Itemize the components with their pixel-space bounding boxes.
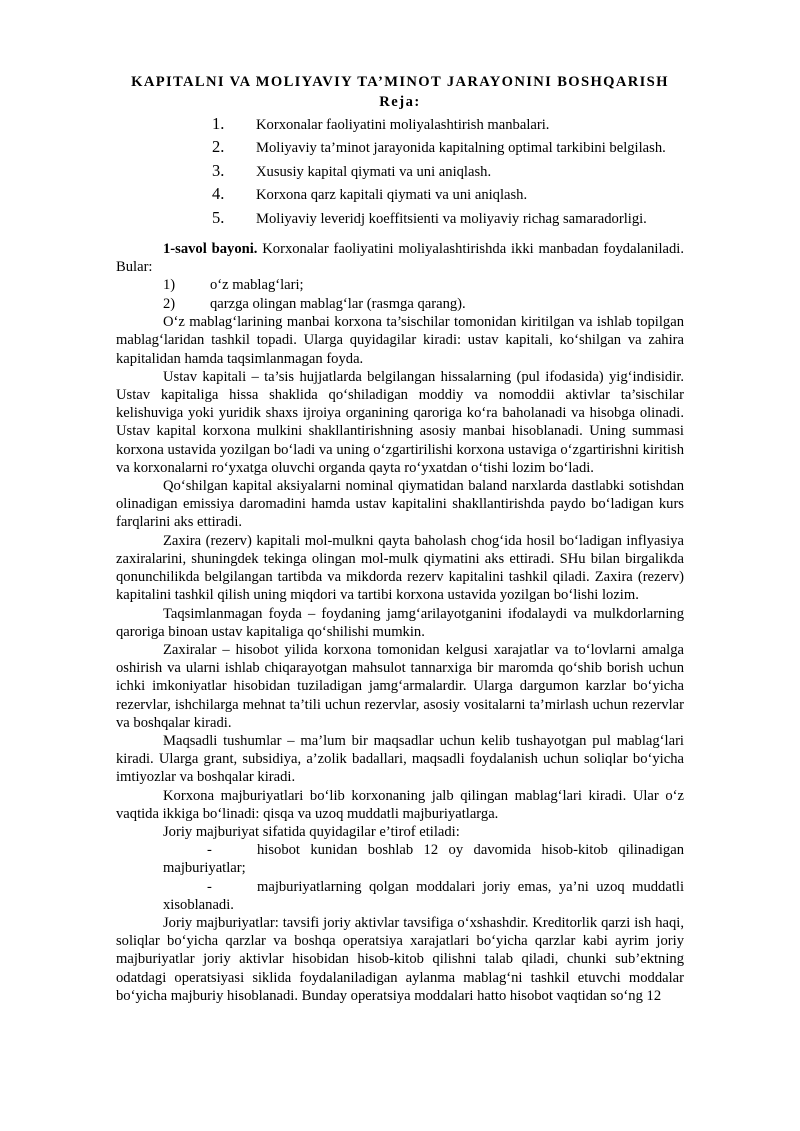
- plan-item-text: Xususiy kapital qiymati va uni aniqlash.: [256, 163, 492, 180]
- source-item: [116, 276, 684, 294]
- plan-item: [116, 136, 684, 159]
- plan-item-number: 5.: [212, 207, 225, 227]
- plan-item: [116, 207, 684, 230]
- intro-text: Korxonalar faoliyatini moliyalashtirishda ikki manbadan foydalaniladi. Bular:: [116, 241, 684, 276]
- plan-item-number: 4.: [212, 184, 225, 204]
- spacer: [116, 230, 684, 240]
- source-item-number: 1): [163, 277, 176, 294]
- plan-item-number: 3.: [212, 160, 225, 180]
- plan-item-text: Moliyaviy ta’minot jarayonida kapitalning optimal tarkibini belgilash.: [256, 140, 666, 157]
- dash-list-item: [163, 878, 684, 914]
- plan-item: [116, 183, 684, 206]
- plan-item: [116, 113, 684, 136]
- dash-bullet: -: [207, 878, 212, 895]
- body-paragraph: Joriy majburiyat sifatida quyidagilar e’tirof etiladi:: [163, 823, 460, 840]
- body-paragraph: Maqsadli tushumlar – ma’lum bir maqsadlar uchun kelib tushayotgan pul mablag‘lari kiradi. Ularga grant, subsidiya, a’zolik badallari, maqsadli foydalanish uchun soliqlar bo‘yicha imtiyozlar va boshqalar kiradi.: [116, 732, 684, 786]
- source-item-text: o‘z mablag‘lari;: [210, 277, 304, 294]
- plan-item-text: Korxona qarz kapitali qiymati va uni aniqlash.: [256, 187, 528, 204]
- body-paragraph: Taqsimlanmagan foyda – foydaning jamg‘arilayotganini ifodalaydi va mulkdorlarning qaroriga binoan ustav kapitaliga qo‘shilishi mumkin.: [116, 605, 684, 640]
- plan-item-number: 1.: [212, 114, 225, 133]
- body-paragraph: O‘z mablag‘larining manbai korxona ta’sischilar tomonidan kiritilgan va ishlab topilgan mablag‘laridan tashkil topadi. Ularga quyidagilar kiradi: ustav kapitali, ko‘shilgan va zahira kapitalidan hamda taqsimlanmagan foyda.: [116, 314, 684, 367]
- body-paragraph: Korxona majburiyatlari bo‘lib korxonaning jalb qilingan mablag‘lari kiradi. Ular o‘z vaqtida ikkiga bo‘linadi: qisqa va uzoq muddatli majburiyatlarga.: [116, 787, 684, 822]
- body-paragraph: Zaxira (rezerv) kapitali mol-mulkni qayta baholash chog‘ida hosil bo‘ladigan inflyasiya zaxiralarini, shuningdek tekinga olingan mol-mulk qiymatini aks ettiradi. SHu bilan birgalikda qonunchilikda belgilangan tartibda va mikdorda rezerv kapitalini tashkil qiladi. Zaxira (rezerv) kapitalini tashkil qilish uning miqdori va tartibi korxona ustavida yozilgan bo‘lishi lozim.: [116, 532, 684, 604]
- source-item-text: qarzga olingan mablag‘lar (rasmga qarang).: [210, 295, 466, 312]
- intro-paragraph: [116, 240, 684, 276]
- dash-bullet: -: [207, 842, 212, 859]
- plan-heading: Reja:: [379, 94, 421, 110]
- section-heading: 1-savol bayoni.: [163, 241, 258, 258]
- plan-item-text: Korxonalar faoliyatini moliyalashtirish manbalari.: [256, 117, 550, 133]
- body-paragraph: Zaxiralar – hisobot yilida korxona tomonidan kelgusi xarajatlar va to‘lovlarni amalga oshirish va ularni ishlab chiqarayotgan mahsulot tannarxiga bir maromda qo‘shib borish uchun ichki imkoniyatlar hisobidan tuziladigan jamg‘armalardir. Ularga dargumon karzlar bo‘yicha rezervlar, ishchilarga mehnat ta’tili uchun rezervlar, asosiy vositalarni ta’mirlash uchun rezervlar va boshqalar kiradi.: [116, 641, 684, 731]
- plan-item: [116, 160, 684, 183]
- plan-item-number: 2.: [212, 137, 225, 157]
- document-page: [116, 72, 684, 1005]
- body-paragraph: Joriy majburiyatlar: tavsifi joriy aktivlar tavsifiga o‘xshashdir. Kreditorlik qarzi ish haqi, soliqlar bo‘yicha qarzlar va boshqa operatsiya xarajatlari bo‘yicha qarzlar kabi ayrim joriy majburiyatlar joriy aktivlar hisobidan hisob-kitob qilishni talab qiladi, chunki sub’ektning odatdagi operatsiyasi siklida foydalaniladigan aylanma mablag‘ni tashkil etuvchi moddalar bo‘yicha majburiy hisoblanadi. Bunday operatsiya moddalari hatto hisobot vaqtidan so‘ng 12: [116, 914, 684, 1004]
- body-paragraph: Ustav kapitali – ta’sis hujjatlarda belgilangan hissalarning (pul ifodasida) yig‘indisidir. Ustav kapitaliga hissa shaklida qo‘shiladigan moddiy va nomoddii aktivlar ta’sischilar kelishuviga yoki yuridik shaxs ijroiya organining qaroriga ko‘ra baholanadi va hisobga olinadi. Ustav kapital korxona mulkini shakllantirishning asosiy manbai hisoblanadi. Uning summasi korxona ustavida yozilgan bo‘ladi va uning o‘zgartirilishi korxona ustaviga o‘zgartirishni kiritish va korxonalarni ro‘yxatga oluvchi organda qayta ro‘yxatdan o‘tishi lozim bo‘ladi.: [116, 368, 684, 476]
- document-title: KAPITALNI VA MOLIYAVIY TA’MINOT JARAYONINI BOSHQARISH: [131, 74, 669, 90]
- dash-item-text: majburiyatlarning qolgan moddalari joriy emas, ya’ni uzoq muddatli xisoblanadi.: [163, 878, 684, 913]
- plan-list: [116, 113, 684, 230]
- source-item: [116, 295, 684, 313]
- plan-item-text: Moliyaviy leveridj koeffitsienti va moliyaviy richag samaradorligi.: [256, 210, 647, 227]
- body-paragraph: Qo‘shilgan kapital aksiyalarni nominal qiymatidan baland narxlarda dastlabki sotishdan olinadigan emissiya daromadini hamda ustav kapitalini shakllantirishda paydo bo‘ladigan kurs farqlarini aks ettiradi.: [116, 478, 684, 531]
- dash-list-item: [163, 841, 684, 877]
- source-item-number: 2): [163, 295, 176, 312]
- dash-item-text: hisobot kunidan boshlab 12 oy davomida hisob-kitob qilinadigan majburiyatlar;: [163, 842, 684, 877]
